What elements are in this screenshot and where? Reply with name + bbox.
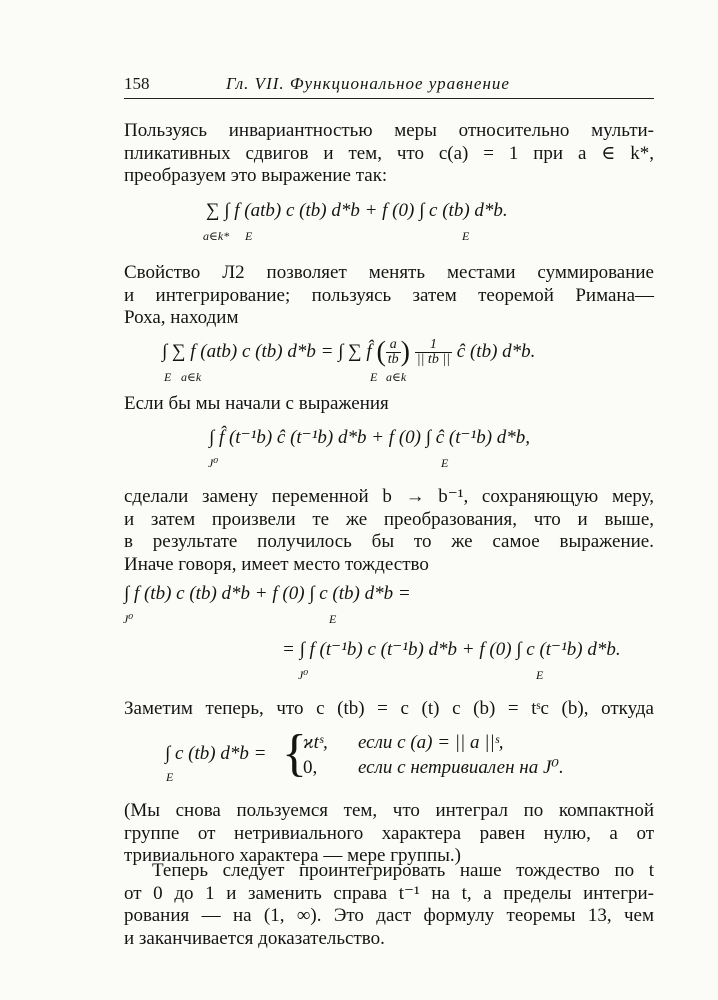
equation-2-left: ∫ ∑ f (atb) c (tb) d*b = <box>162 340 334 362</box>
text-line: рования — на (1, ∞). Это даст формулу теоремы 13, чем <box>124 905 654 926</box>
text-line: Теперь следует проинтегрировать наше тождество по t <box>152 860 654 881</box>
integral-subscript: J⁰ <box>208 456 219 470</box>
paragraph-1 <box>124 120 654 188</box>
text-line: тривиального характера — мере группы.) <box>124 845 461 866</box>
text-line: пликативных сдвигов и тем, что c(a) = 1 при a ∈ k*, <box>124 142 654 164</box>
equation-1-body: ∑ ∫ f (atb) c (tb) d*b + f (0) ∫ c (tb) d*b. <box>206 200 508 221</box>
header-rule <box>124 98 654 99</box>
text-line: Пользуясь инвариантностью меры относительно мульти- <box>124 120 654 141</box>
paragraph-5 <box>124 698 654 721</box>
text-line: и затем произвели те же преобразования, что и выше, <box>124 508 654 530</box>
text-line: Иначе говоря, имеет место тождество <box>124 553 429 575</box>
equation-3-body: ∫ f̂ (t⁻¹b) ĉ (t⁻¹b) d*b + f (0) ∫ ĉ (t⁻¹b) d*b, <box>209 427 531 448</box>
text-line: Заметим теперь, что c (tb) = c (t) c (b) = tˢc (b), откуда <box>124 698 654 719</box>
integral-subscript: E <box>329 612 337 626</box>
case-1-condition: если c (a) = || a ||ˢ, <box>358 732 504 753</box>
integral-subscript: E <box>536 668 544 682</box>
text-line: (Мы снова пользуемся тем, что интеграл по компактной <box>124 800 654 821</box>
text-line: и интегрирование; пользуясь затем теоремой Римана— <box>124 284 654 306</box>
paragraph-3 <box>124 393 654 416</box>
text-line: группе от нетривиального характера равен нулю, а от <box>124 822 654 844</box>
paragraph-7 <box>124 860 654 950</box>
case-2-condition: если c нетривиален на J⁰. <box>358 757 564 778</box>
text-line: от 0 до 1 и заменить справа t⁻¹ на t, а пределы интегри- <box>124 882 654 904</box>
integral-subscript: E <box>370 370 378 384</box>
case-1-value: ϰtˢ, <box>303 732 328 753</box>
equation-1 <box>206 199 508 223</box>
fraction: $\frac{1}{|| tb ||}$ <box>416 337 451 367</box>
equation-2-right-b: ĉ (tb) d*b. <box>456 340 536 362</box>
integral-subscript: E <box>441 456 449 470</box>
equation-4-line-2: = ∫ f (t⁻¹b) c (t⁻¹b) d*b + f (0) ∫ c (t⁻¹b) d*b. <box>282 639 621 660</box>
paragraph-2 <box>124 262 654 330</box>
fraction: $\frac{a}{tb}$ <box>387 337 399 367</box>
case-2-value: 0, <box>303 757 318 778</box>
text-line: Свойство Л2 позволяет менять местами суммирование <box>124 262 654 283</box>
integral-subscript: J⁰ <box>123 612 134 626</box>
integral-subscript: E <box>245 229 253 243</box>
equation-2-right-a: ∫ ∑ f̂ <box>338 340 372 362</box>
integral-subscript: E <box>166 770 174 784</box>
paragraph-4 <box>124 486 654 576</box>
cases-brace: { <box>282 725 307 782</box>
paragraph-6 <box>124 800 654 868</box>
text-line: Если бы мы начали с выражения <box>124 393 389 414</box>
text-line: в результате получилось бы то же самое выражение. <box>124 531 654 552</box>
integral-subscript: E <box>462 229 470 243</box>
page-number: 158 <box>124 74 150 93</box>
sum-subscript: a∈k <box>386 370 407 384</box>
sum-subscript: a∈k* <box>203 229 230 243</box>
text-line: сделали замену переменной b → b⁻¹, сохраняющую меру, <box>124 486 654 507</box>
running-header <box>124 74 654 96</box>
equation-4-line-1: ∫ f (tb) c (tb) d*b + f (0) ∫ c (tb) d*b = <box>124 583 411 604</box>
text-line: и заканчивается доказательство. <box>124 927 385 949</box>
equation-3 <box>209 426 530 450</box>
sum-subscript: a∈k <box>181 370 202 384</box>
text-line: Роха, находим <box>124 307 239 328</box>
running-title: Гл. VII. Функциональное уравнение <box>226 74 510 93</box>
equation-5-left: ∫ c (tb) d*b = <box>165 743 267 764</box>
text-line: преобразуем это выражение так: <box>124 165 388 186</box>
integral-subscript: E <box>164 370 172 384</box>
equation-2: ∫ ∑ f (atb) c (tb) d*b = ∫ ∑ f̂ ( $\frac{a}{tb}$ ) $\frac{1}{|| tb ||}$ ĉ (tb) d*b. <box>162 336 536 368</box>
integral-subscript: J⁰ <box>298 668 309 682</box>
